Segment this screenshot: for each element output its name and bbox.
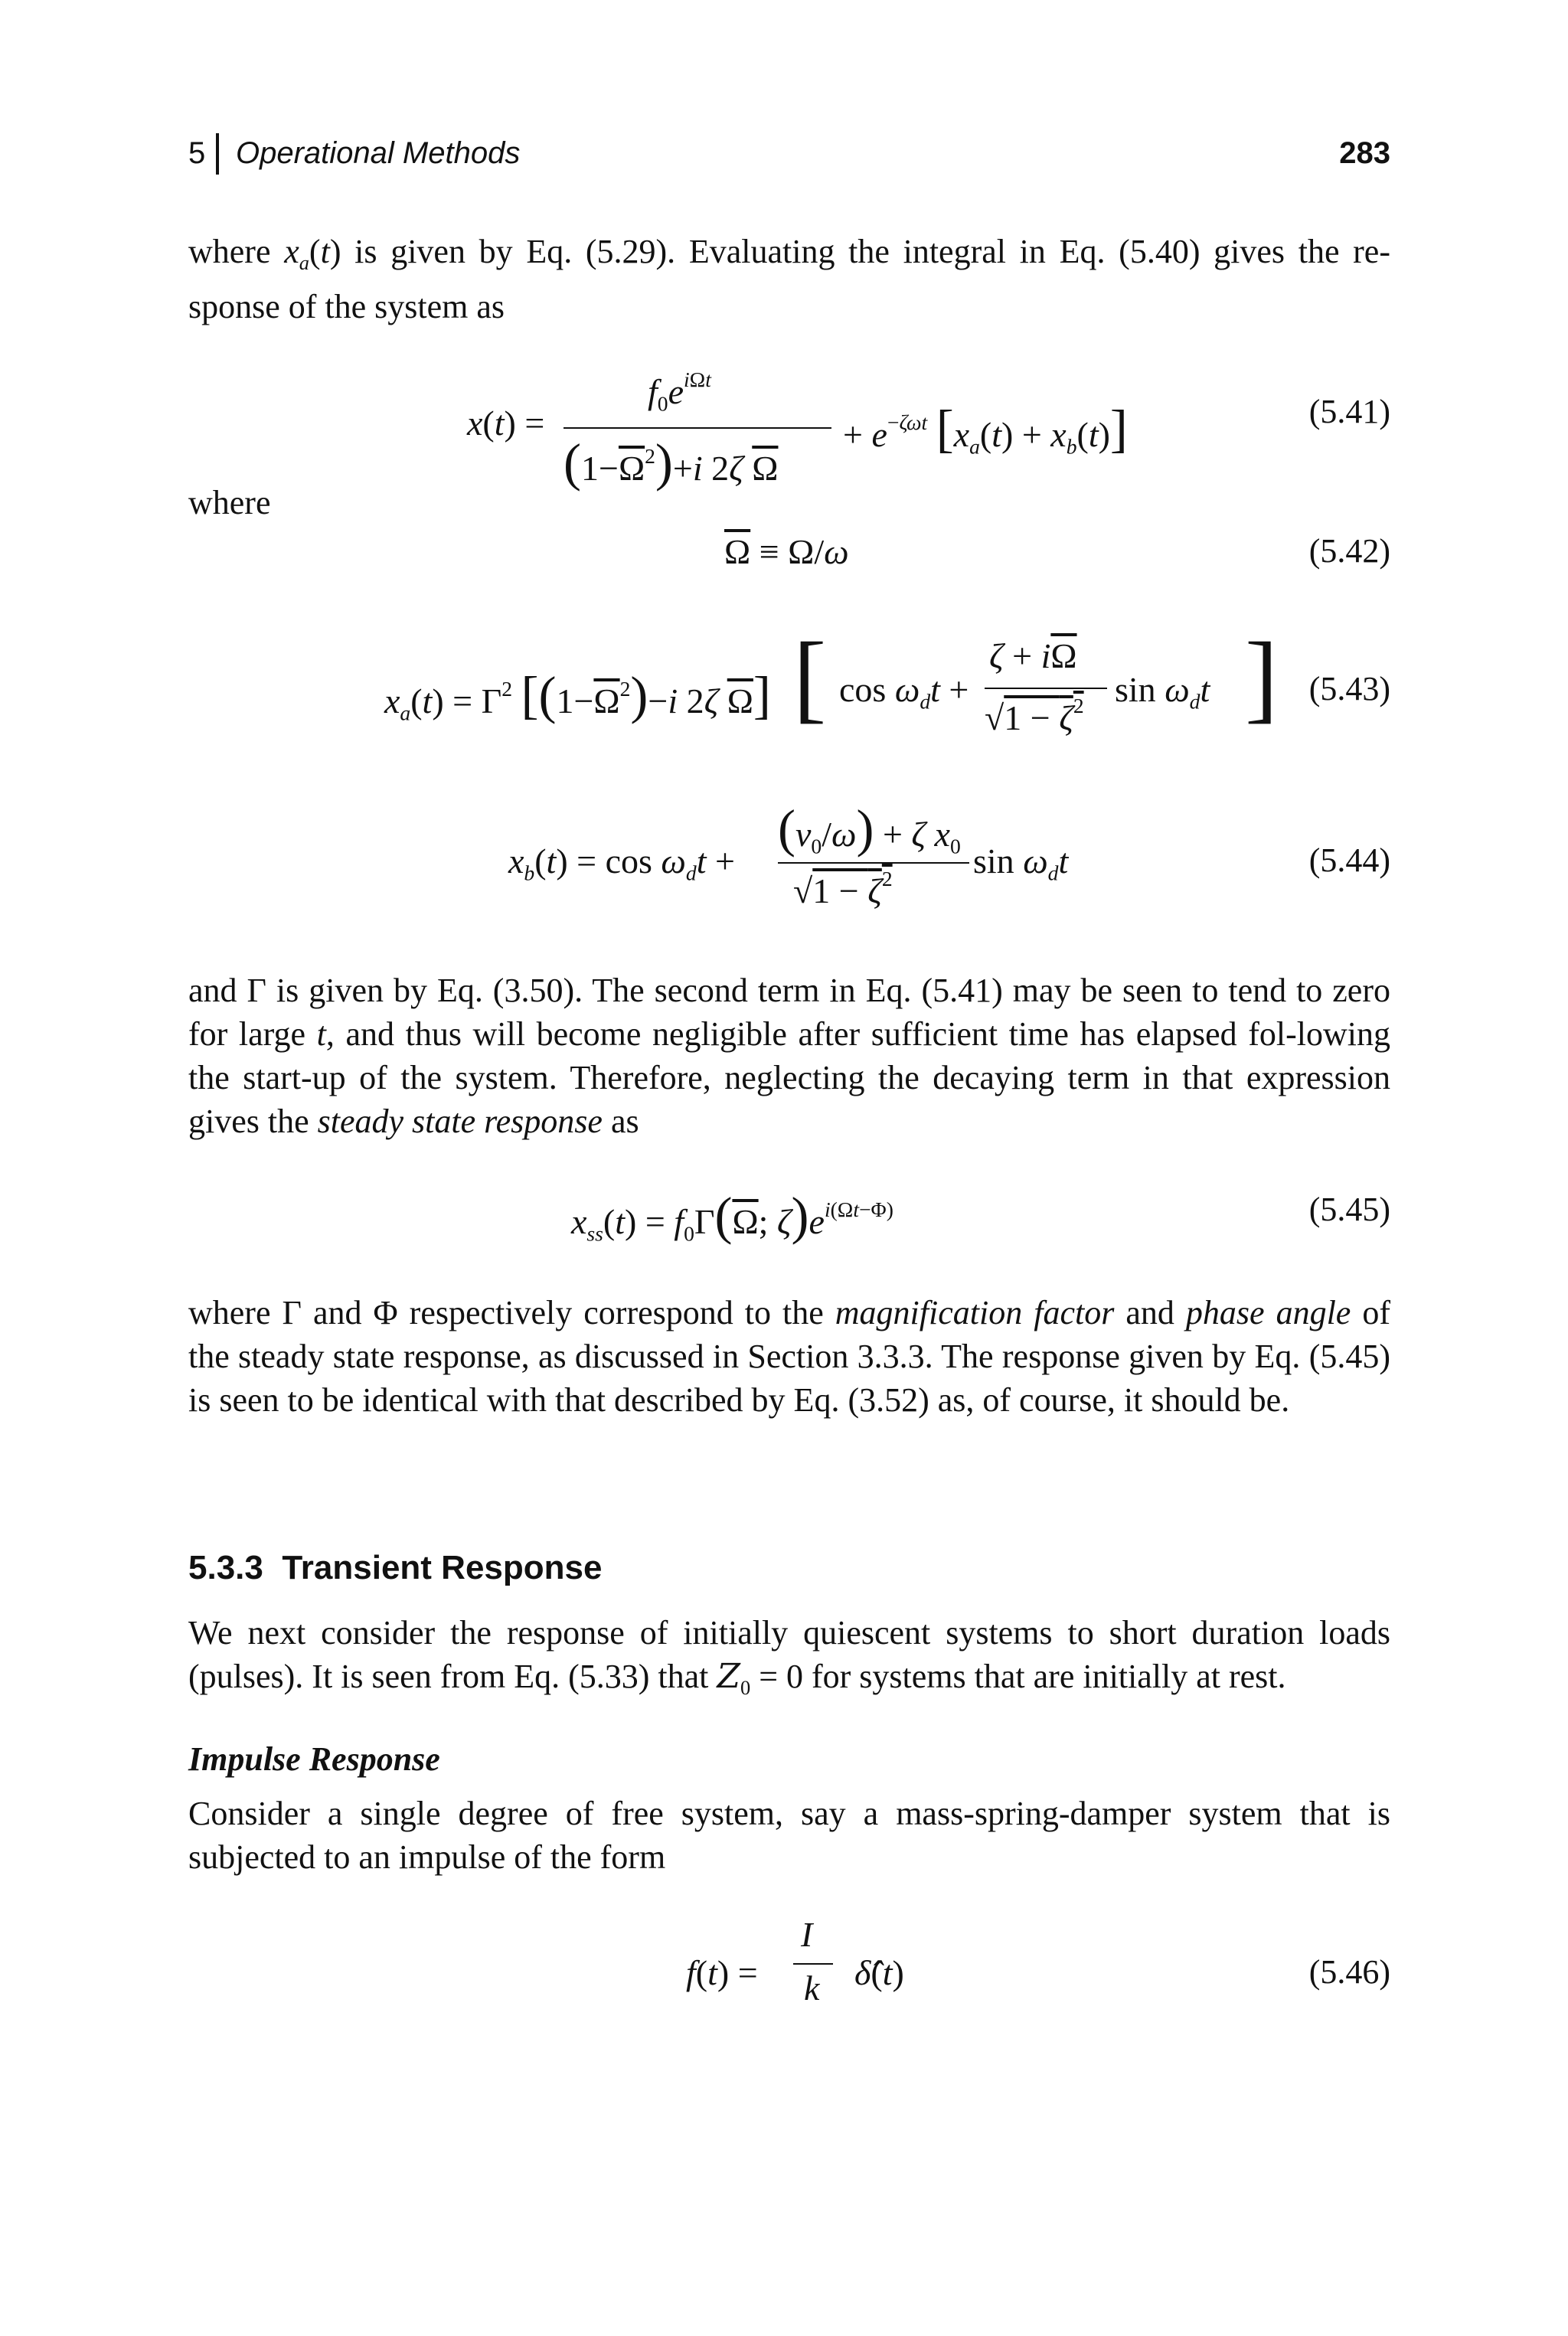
where-label: where: [188, 484, 271, 521]
equation-5-44: $x_b(t) = \cos \omega_dt$ + $(v_0/\omega) + \zeta$ $x_0$ $√1 - \zeta^2$ $\sin \omega_dt$ (5.44): [508, 799, 1390, 911]
paragraph-transient: We next consider the response of initially quiescent systems to short duration loads (pulses). It is seen from Eq. (5.33) that $Z_0 = 0$ for systems that are initially at rest.: [188, 1614, 1390, 1700]
page-number: 283: [1339, 136, 1390, 170]
paragraph-impulse: Consider a single degree of free system, say a mass-spring-damper system that is subjected to an impulse of the form: [188, 1795, 1390, 1876]
equation-5-43: $x_a(t) = \Gamma^2$ [$(1-\overline{\Omega}^2)-i$ 2ζ $\overline{\Omega}$] [ $\cos \omega_dt$ + $\zeta + i\overline{\Omega}$ $√1 - \zeta^2$ $\sin \omega_dt$ ] (5.43): [384, 622, 1390, 738]
paragraph-magnification: where Γ and Φ respectively correspond to the magnification factor and phase angle of the steady state response, as discussed in Section 3.3.3. The response given by Eq. (5.45) is seen to be identical with that described by Eq. (3.52) as, of course, it should be.: [188, 1294, 1391, 1419]
running-header: [188, 132, 1390, 178]
section-heading: 5.3.3 Transient Response: [188, 1549, 603, 1586]
equation-number: (5.45): [1308, 1191, 1390, 1228]
equation-number: (5.44): [1308, 841, 1390, 879]
equation-5-41: x(t) = $f_0e^{i\Omega t}$ $(1-\overline{\Omega}^2)+i$ 2ζ $\overline{\Omega}$ + $e^{-\zeta\omega t}$ $[x_a(t) + x_b(t)]$ (5.41): [467, 368, 1390, 492]
equation-number: (5.43): [1308, 670, 1390, 707]
equation-5-46: f(t) = I k δ̂(t) (5.46): [686, 1915, 1390, 2008]
subsection-heading: Impulse Response: [188, 1740, 440, 1778]
equation-5-45: $x_{ss}(t) = f_0\Gamma(\overline{\Omega}$; $\zeta)e^{i(\Omega t-\Phi)}$ (5.45): [571, 1187, 1390, 1246]
equation-number: (5.41): [1308, 393, 1390, 430]
equation-number: (5.46): [1308, 1953, 1390, 1991]
equation-5-42: $\overline{\Omega} \equiv \Omega/\omega$ (5.42): [724, 532, 1390, 571]
intro-paragraph: where $x_a(t)$ is given by Eq. (5.29). Evaluating the integral in Eq. (5.40) gives the re-sponse of the system as: [188, 233, 1390, 326]
paragraph-steady-state: and Γ is given by Eq. (3.50). The second term in Eq. (5.41) may be seen to tend to zero for large t, and thus will become negligible after sufficient time has elapsed fol-lowing the start-up of the system. Therefore, neglecting the decaying term in that expression gives the steady state response as: [188, 972, 1390, 1140]
chapter-number: 5: [188, 136, 206, 170]
equation-number: (5.42): [1308, 532, 1390, 570]
chapter-title: Operational Methods: [236, 136, 521, 170]
header-divider: [216, 133, 219, 175]
